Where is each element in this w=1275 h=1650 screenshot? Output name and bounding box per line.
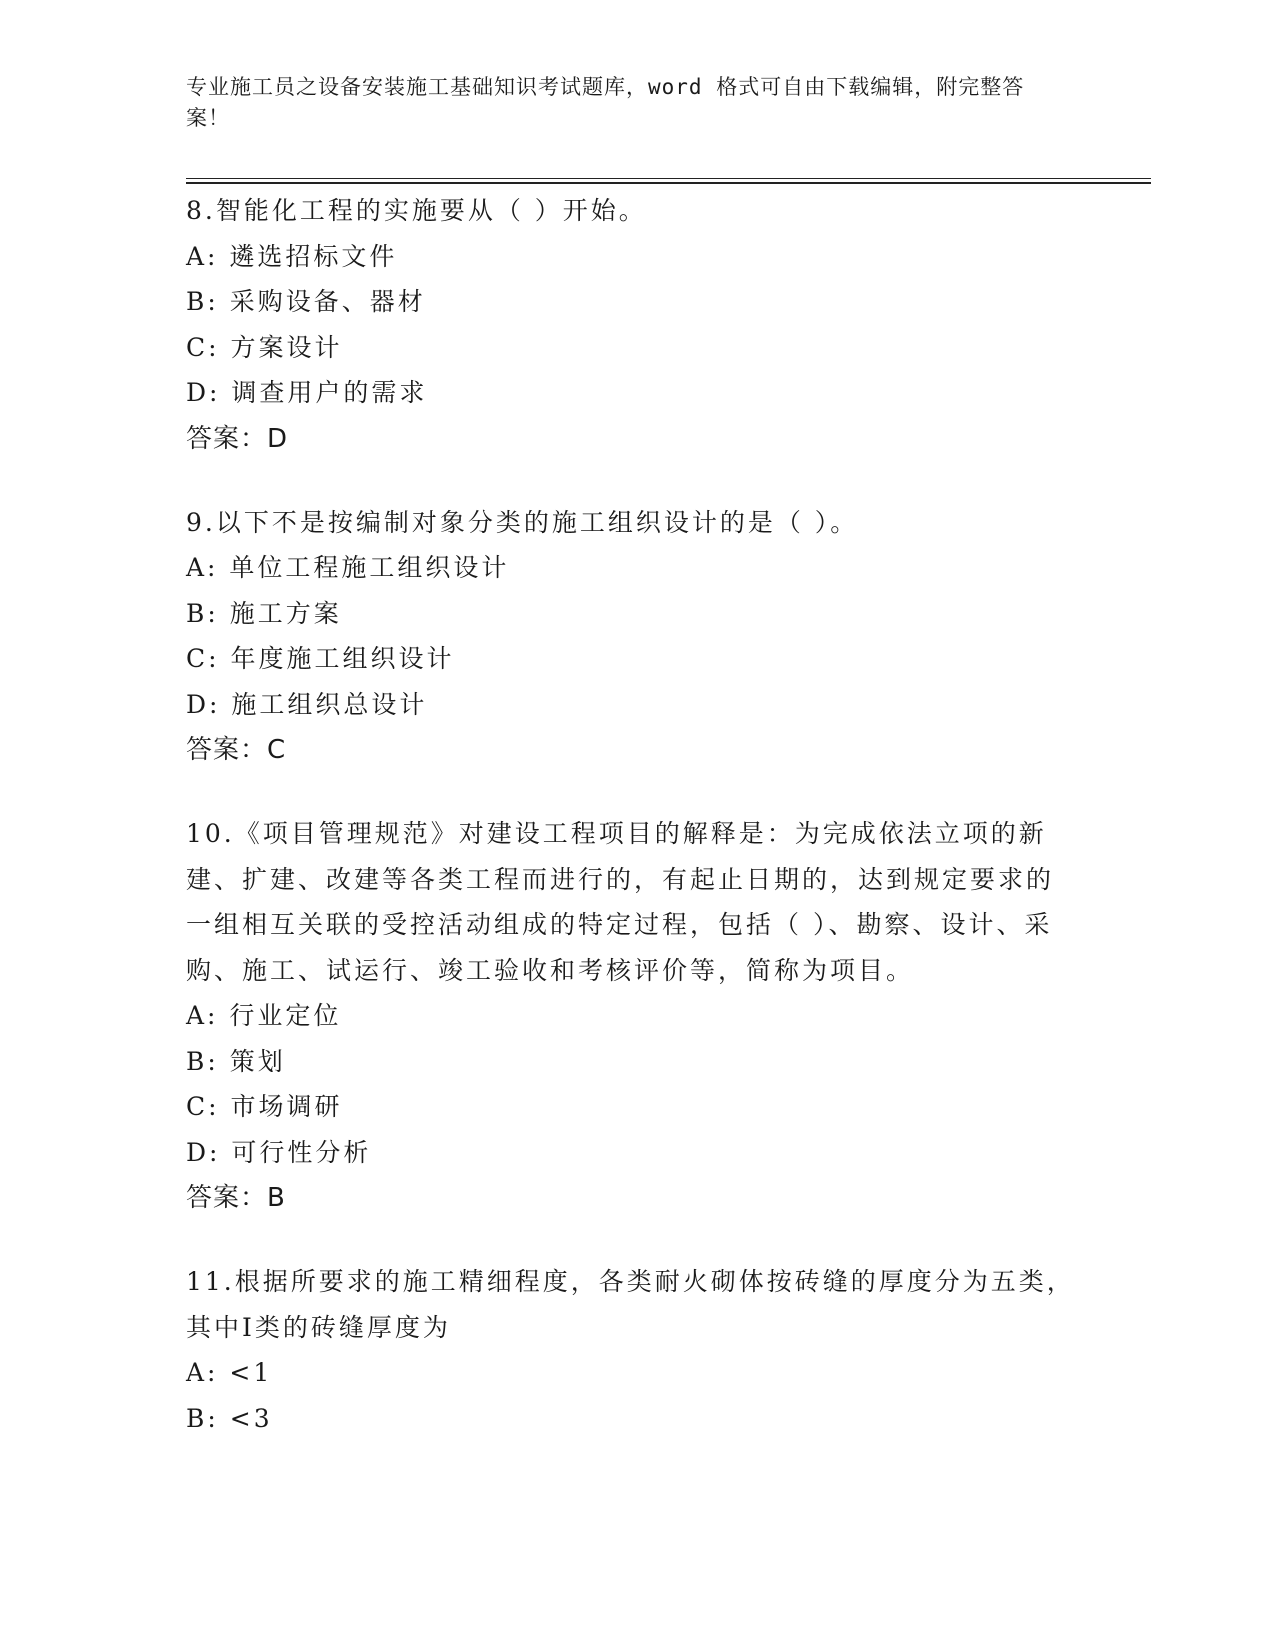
option-a: A: 单位工程施工组织设计: [186, 553, 510, 582]
option-a: A: 行业定位: [186, 1001, 342, 1030]
question-stem: 8.智能化工程的实施要从（ ）开始。: [186, 196, 647, 225]
option-b: B: <3: [186, 1403, 273, 1433]
question-stem: 10.《项目管理规范》对建设工程项目的解释是：为完成依法立项的新建、扩建、改建等各类工程而进行的，有起止日期的，达到规定要求的一组相互关联的受控活动组成的特定过程，包括（ ）、勘察、设计、采购、施工、试运行、竣工验收和考核评价等，简称为项目。: [186, 819, 1055, 985]
question-stem: 11.根据所要求的施工精细程度，各类耐火砌体按砖缝的厚度分为五类，其中Ⅰ类的砖缝厚度为: [186, 1267, 1075, 1342]
document-header: 专业施工员之设备安装施工基础知识考试题库，word 格式可自由下载编辑，附完整答案！: [186, 75, 1025, 130]
question-stem: 9.以下不是按编制对象分类的施工组织设计的是（ ）。: [186, 507, 859, 537]
header-divider-thin: [186, 178, 1151, 179]
question-list: [186, 188, 1076, 1479]
option-c: C: 年度施工组织设计: [186, 644, 455, 673]
option-a: A: <1: [186, 1358, 273, 1387]
option-c: C: 市场调研: [186, 1092, 343, 1121]
answer-line: 答案：B: [186, 1183, 286, 1213]
option-a: A: 遴选招标文件: [186, 241, 398, 271]
option-d: D: 调查用户的需求: [186, 378, 428, 407]
option-c: C: 方案设计: [186, 332, 343, 362]
option-b: B: 采购设备、器材: [186, 287, 426, 316]
option-d: D: 可行性分析: [186, 1137, 372, 1167]
option-b: B: 策划: [186, 1046, 286, 1076]
answer-line: 答案：C: [186, 735, 287, 765]
answer-line: 答案：D: [186, 423, 289, 454]
option-d: D: 施工组织总设计: [186, 689, 428, 719]
option-b: B: 施工方案: [186, 598, 342, 628]
question-11: [186, 1259, 1076, 1441]
question-8: [186, 188, 1076, 462]
header-divider-thick: [186, 182, 1151, 184]
question-10: [186, 811, 1076, 1221]
question-9: [186, 500, 1076, 774]
